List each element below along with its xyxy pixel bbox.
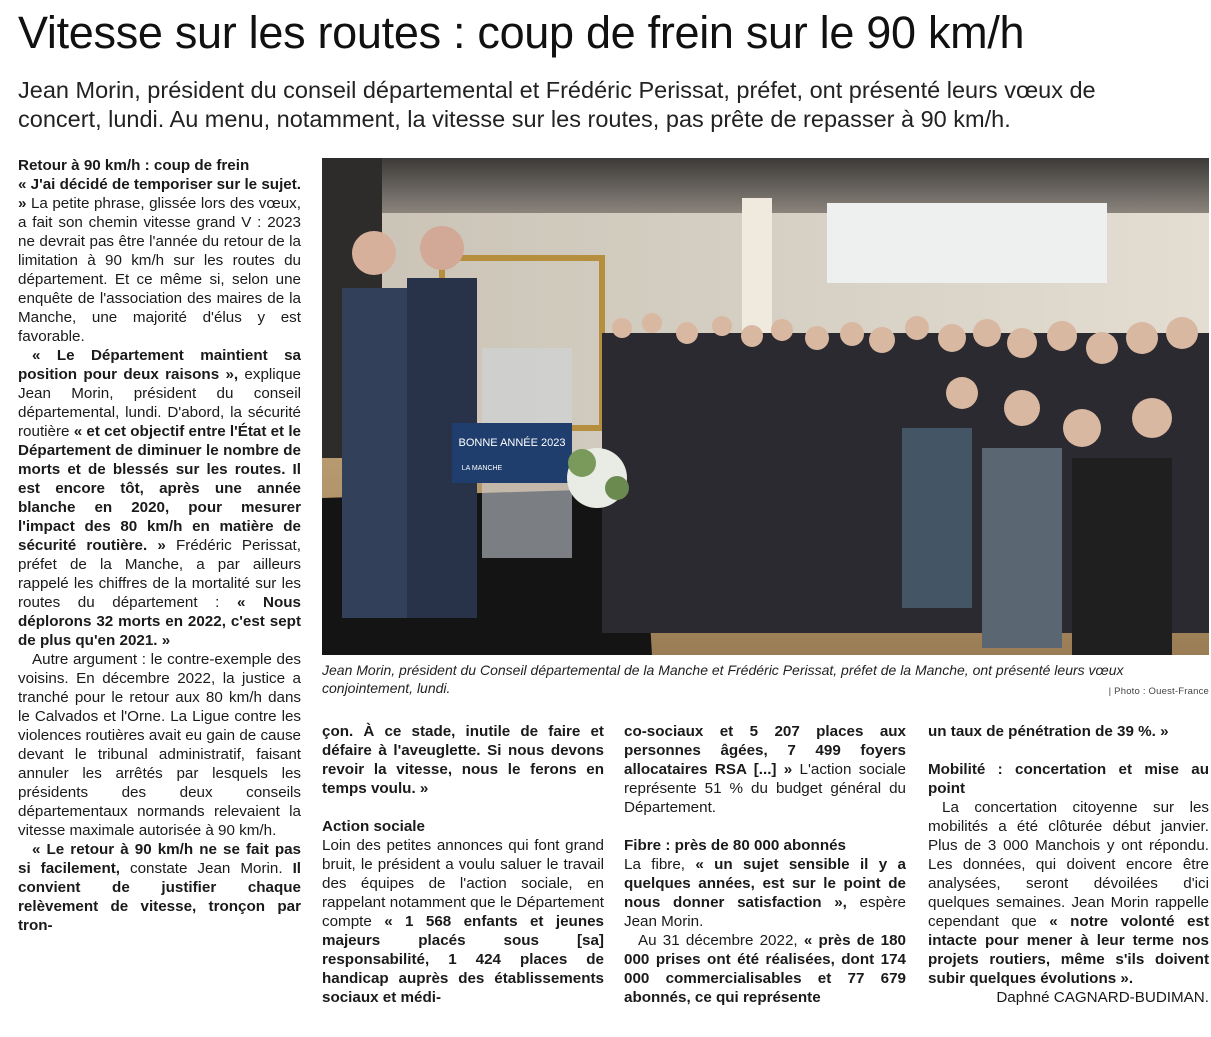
quote: « 1 568 enfants et jeunes majeurs placés sous [sa] responsabilité, 1 424 places de handicap auprès des établissements sociaux et médi- xyxy=(322,913,604,1006)
paragraph-5-cont xyxy=(624,722,906,817)
subheading-mobilite: Mobilité : concertation et mise au point xyxy=(928,761,1209,797)
author-signature: Daphné CAGNARD-BUDIMAN. xyxy=(996,989,1209,1006)
quote: « et cet objectif entre l'État et le Département de diminuer le nombre de morts et de blessés sur les routes. Il est encore tôt, après une année blanche en 2020, pour mesurer l'impact des 80 km/h en matière de sécurité routière. » xyxy=(18,423,301,554)
subheading-90kmh: Retour à 90 km/h : coup de frein xyxy=(18,157,250,174)
paragraph-3: Autre argument : le contre-exemple des voisins. En décembre 2022, la justice a tranché pour le retour aux 80 km/h dans le Calvados et l'Orne. La Ligue contre les violences routières avait eu gain de cause devant le tribunal administratif, faisant annuler les arrêtés par lesquels les présidents des deux conseils départementaux normands relevaient la vitesse maximale autorisée à 90 km/h. xyxy=(18,651,301,839)
text: Au 31 décembre 2022, xyxy=(638,932,804,949)
article-column-1 xyxy=(18,156,301,935)
text: espère Jean Morin. xyxy=(624,894,906,930)
text: La concertation citoyenne sur les mobilités a été clôturée début janvier. Plus de 3 000 Manchois y ont répondu. Les données, qui doivent encore être analysées, seront dévoilées d'ici quelques semaines. Jean Morin rappelle cependant que xyxy=(928,799,1209,930)
quote: co-sociaux et 5 207 places aux personnes âgées, 7 499 foyers allocataires RSA [...] » xyxy=(624,723,906,778)
text: La petite phrase, glissée lors des vœux, a fait son chemin vitesse grand V : 2023 ne devrait pas être l'année du retour de la limitation à 90 km/h sur les routes du département. Et ce même si, selon une enquête de l'association des maires de la Manche, une majorité d'élus y est favorable. xyxy=(18,195,301,345)
photo-caption: Jean Morin, président du Conseil départemental de la Manche et Frédéric Perissat, préfet de la Manche, ont présenté leurs vœux conjointement, lundi. xyxy=(322,662,1124,696)
event-photo xyxy=(322,158,1209,655)
quote: « Le retour à 90 km/h ne se fait pas si facilement, xyxy=(18,841,301,877)
standfirst: Jean Morin, président du conseil départemental et Frédéric Perissat, préfet, ont présenté leurs vœux de concert, lundi. Au menu, notamment, la vitesse sur les routes, pas prête de repasser à 90 km/h. xyxy=(18,77,1096,132)
quote: « près de 180 000 prises ont été réalisées, dont 174 000 commercialisables et 77 679 abonnés, ce qui représente xyxy=(624,932,907,1006)
paragraph-5 xyxy=(322,836,604,1007)
text: explique Jean Morin, président du conseil départemental, lundi. D'abord, la sécurité routière xyxy=(18,366,301,440)
text: Loin des petites annonces qui font grand bruit, le président a voulu saluer le travail des équipes de l'action sociale, en rappelant notamment que le Département compte xyxy=(322,837,604,930)
quote: « Nous déplorons 32 morts en 2022, c'est sept de plus qu'en 2021. » xyxy=(18,594,301,649)
text: L'action sociale représente 51 % du budget général du Département. xyxy=(624,761,906,816)
banner xyxy=(452,423,572,483)
article-column-4 xyxy=(928,722,1209,1007)
headline: Vitesse sur les routes : coup de frein sur le 90 km/h xyxy=(18,7,1025,58)
article-column-3 xyxy=(624,722,906,1007)
subheading-action-sociale: Action sociale xyxy=(322,818,425,835)
paragraph-6 xyxy=(624,855,906,931)
quote: « Le Département maintient sa position pour deux raisons », xyxy=(18,347,301,383)
paragraph-7-cont xyxy=(928,722,1209,741)
paragraph-4-cont xyxy=(322,722,604,798)
quote: Il convient de justifier chaque relèvement de vitesse, tronçon par tron- xyxy=(18,860,302,934)
paragraph-2 xyxy=(18,346,301,650)
photo-illustration xyxy=(322,158,1209,655)
quote: çon. À ce stade, inutile de faire et défaire à l'aveuglette. Si nous devons revoir la vitesse, nous le ferons en temps voulu. » xyxy=(322,723,604,797)
banner-text: BONNE ANNÉE 2023 xyxy=(458,437,566,449)
text: La fibre, xyxy=(624,856,696,873)
quote: « notre volonté est intacte pour mener à leur terme nos projets routiers, même s'ils doivent subir quelques évolutions ». xyxy=(928,913,1209,987)
quote: « J'ai décidé de temporiser sur le sujet. » xyxy=(18,176,302,212)
quote: un taux de pénétration de 39 %. » xyxy=(928,723,1169,740)
article-column-2 xyxy=(322,722,604,1007)
subheading-fibre: Fibre : près de 80 000 abonnés xyxy=(624,837,846,854)
text: Frédéric Perissat, préfet de la Manche, a par ailleurs rappelé les chiffres de la mortalité sur les routes du département : xyxy=(18,537,301,611)
quote: « un sujet sensible il y a quelques années, est sur le point de nous donner satisfaction », xyxy=(624,856,906,911)
paragraph-4 xyxy=(18,840,301,935)
paragraph-7 xyxy=(624,931,906,1007)
paragraph-8 xyxy=(928,798,1209,988)
paragraph-1 xyxy=(18,175,301,346)
logo-text: LA MANCHE xyxy=(461,465,503,472)
photo-credit: | Photo : Ouest-France xyxy=(1108,686,1209,697)
text: constate Jean Morin. xyxy=(120,860,293,877)
